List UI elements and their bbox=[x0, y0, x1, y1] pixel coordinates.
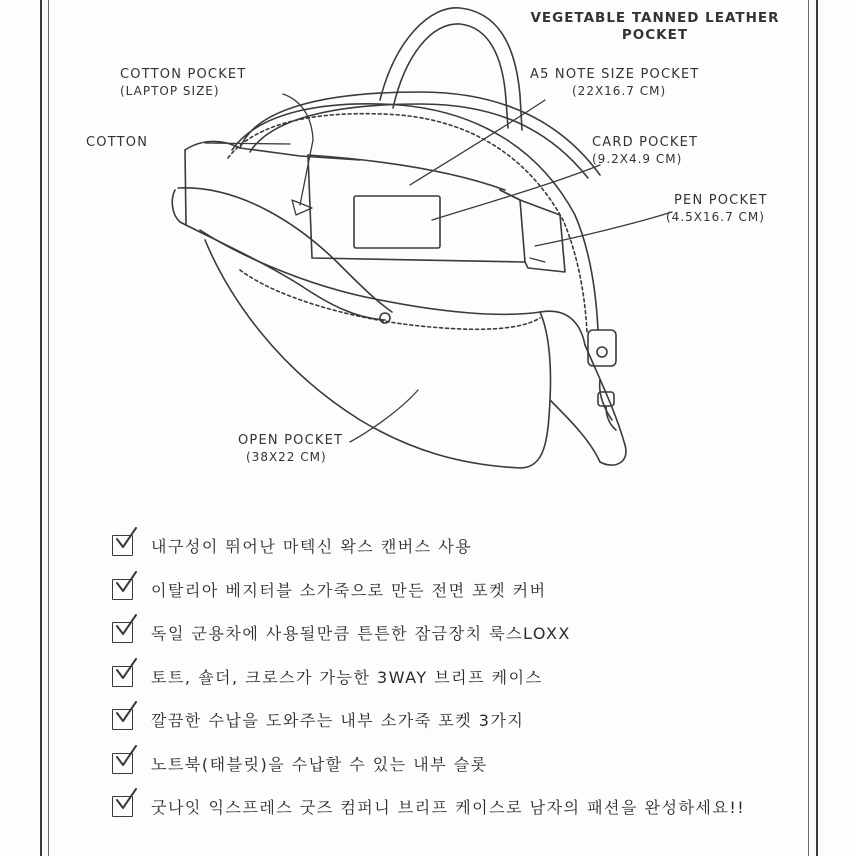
feature-text: 노트북(태블릿)을 수납할 수 있는 내부 슬롯 bbox=[151, 754, 488, 774]
feature-text: 내구성이 뛰어난 마텍신 왁스 캔버스 사용 bbox=[151, 537, 473, 557]
label-card-pocket-title: CARD POCKET bbox=[592, 135, 699, 150]
feature-checklist bbox=[112, 524, 745, 829]
checkbox-checked-icon bbox=[112, 535, 133, 556]
label-cotton-pocket-size: (LAPTOP SIZE) bbox=[120, 84, 220, 98]
feature-item bbox=[112, 698, 745, 742]
feature-item bbox=[112, 785, 745, 829]
label-open-pocket-title: OPEN POCKET bbox=[238, 433, 344, 448]
checkbox-checked-icon bbox=[112, 579, 133, 600]
checkbox-checked-icon bbox=[112, 796, 133, 817]
label-cotton-pocket-title: COTTON POCKET bbox=[120, 67, 247, 82]
checkbox-checked-icon bbox=[112, 753, 133, 774]
feature-text: 토트, 숄더, 크로스가 가능한 3WAY 브리프 케이스 bbox=[151, 667, 543, 687]
feature-text: 굿나잇 익스프레스 굿즈 컴퍼니 브리프 케이스로 남자의 패션을 완성하세요!! bbox=[151, 798, 746, 818]
label-cotton bbox=[86, 134, 148, 151]
checkbox-checked-icon bbox=[112, 709, 133, 730]
label-open-pocket-size: (38X22 CM) bbox=[246, 450, 327, 464]
label-a5-pocket-size: (22X16.7 CM) bbox=[572, 84, 667, 98]
label-pen-pocket bbox=[666, 192, 768, 226]
feature-text: 이탈리아 베지터블 소가죽으로 만든 전면 포켓 커버 bbox=[151, 580, 547, 600]
label-vegetable-tanned-line2: POCKET bbox=[621, 27, 689, 43]
label-a5-pocket bbox=[530, 66, 700, 100]
checkbox-checked-icon bbox=[112, 622, 133, 643]
feature-text: 깔끔한 수납을 도와주는 내부 소가죽 포켓 3가지 bbox=[151, 711, 525, 731]
label-pen-pocket-title: PEN POCKET bbox=[674, 193, 768, 208]
label-cotton-pocket bbox=[120, 66, 246, 100]
label-cotton-title: COTTON bbox=[86, 135, 149, 150]
feature-text: 독일 군용차에 사용될만큼 튼튼한 잠금장치 룩스LOXX bbox=[151, 624, 571, 644]
label-vegetable-tanned-line1: VEGETABLE TANNED LEATHER bbox=[530, 10, 780, 26]
label-card-pocket bbox=[592, 134, 698, 168]
feature-item bbox=[112, 611, 745, 655]
feature-item bbox=[112, 655, 745, 699]
checkbox-checked-icon bbox=[112, 666, 133, 687]
label-open-pocket bbox=[238, 432, 343, 466]
feature-item bbox=[112, 524, 745, 568]
feature-item bbox=[112, 742, 745, 786]
label-pen-pocket-size: (4.5X16.7 CM) bbox=[666, 210, 765, 224]
label-card-pocket-size: (9.2X4.9 CM) bbox=[592, 152, 683, 166]
feature-item bbox=[112, 568, 745, 612]
label-a5-pocket-title: A5 NOTE SIZE POCKET bbox=[530, 67, 700, 82]
label-vegetable-tanned bbox=[520, 10, 790, 44]
